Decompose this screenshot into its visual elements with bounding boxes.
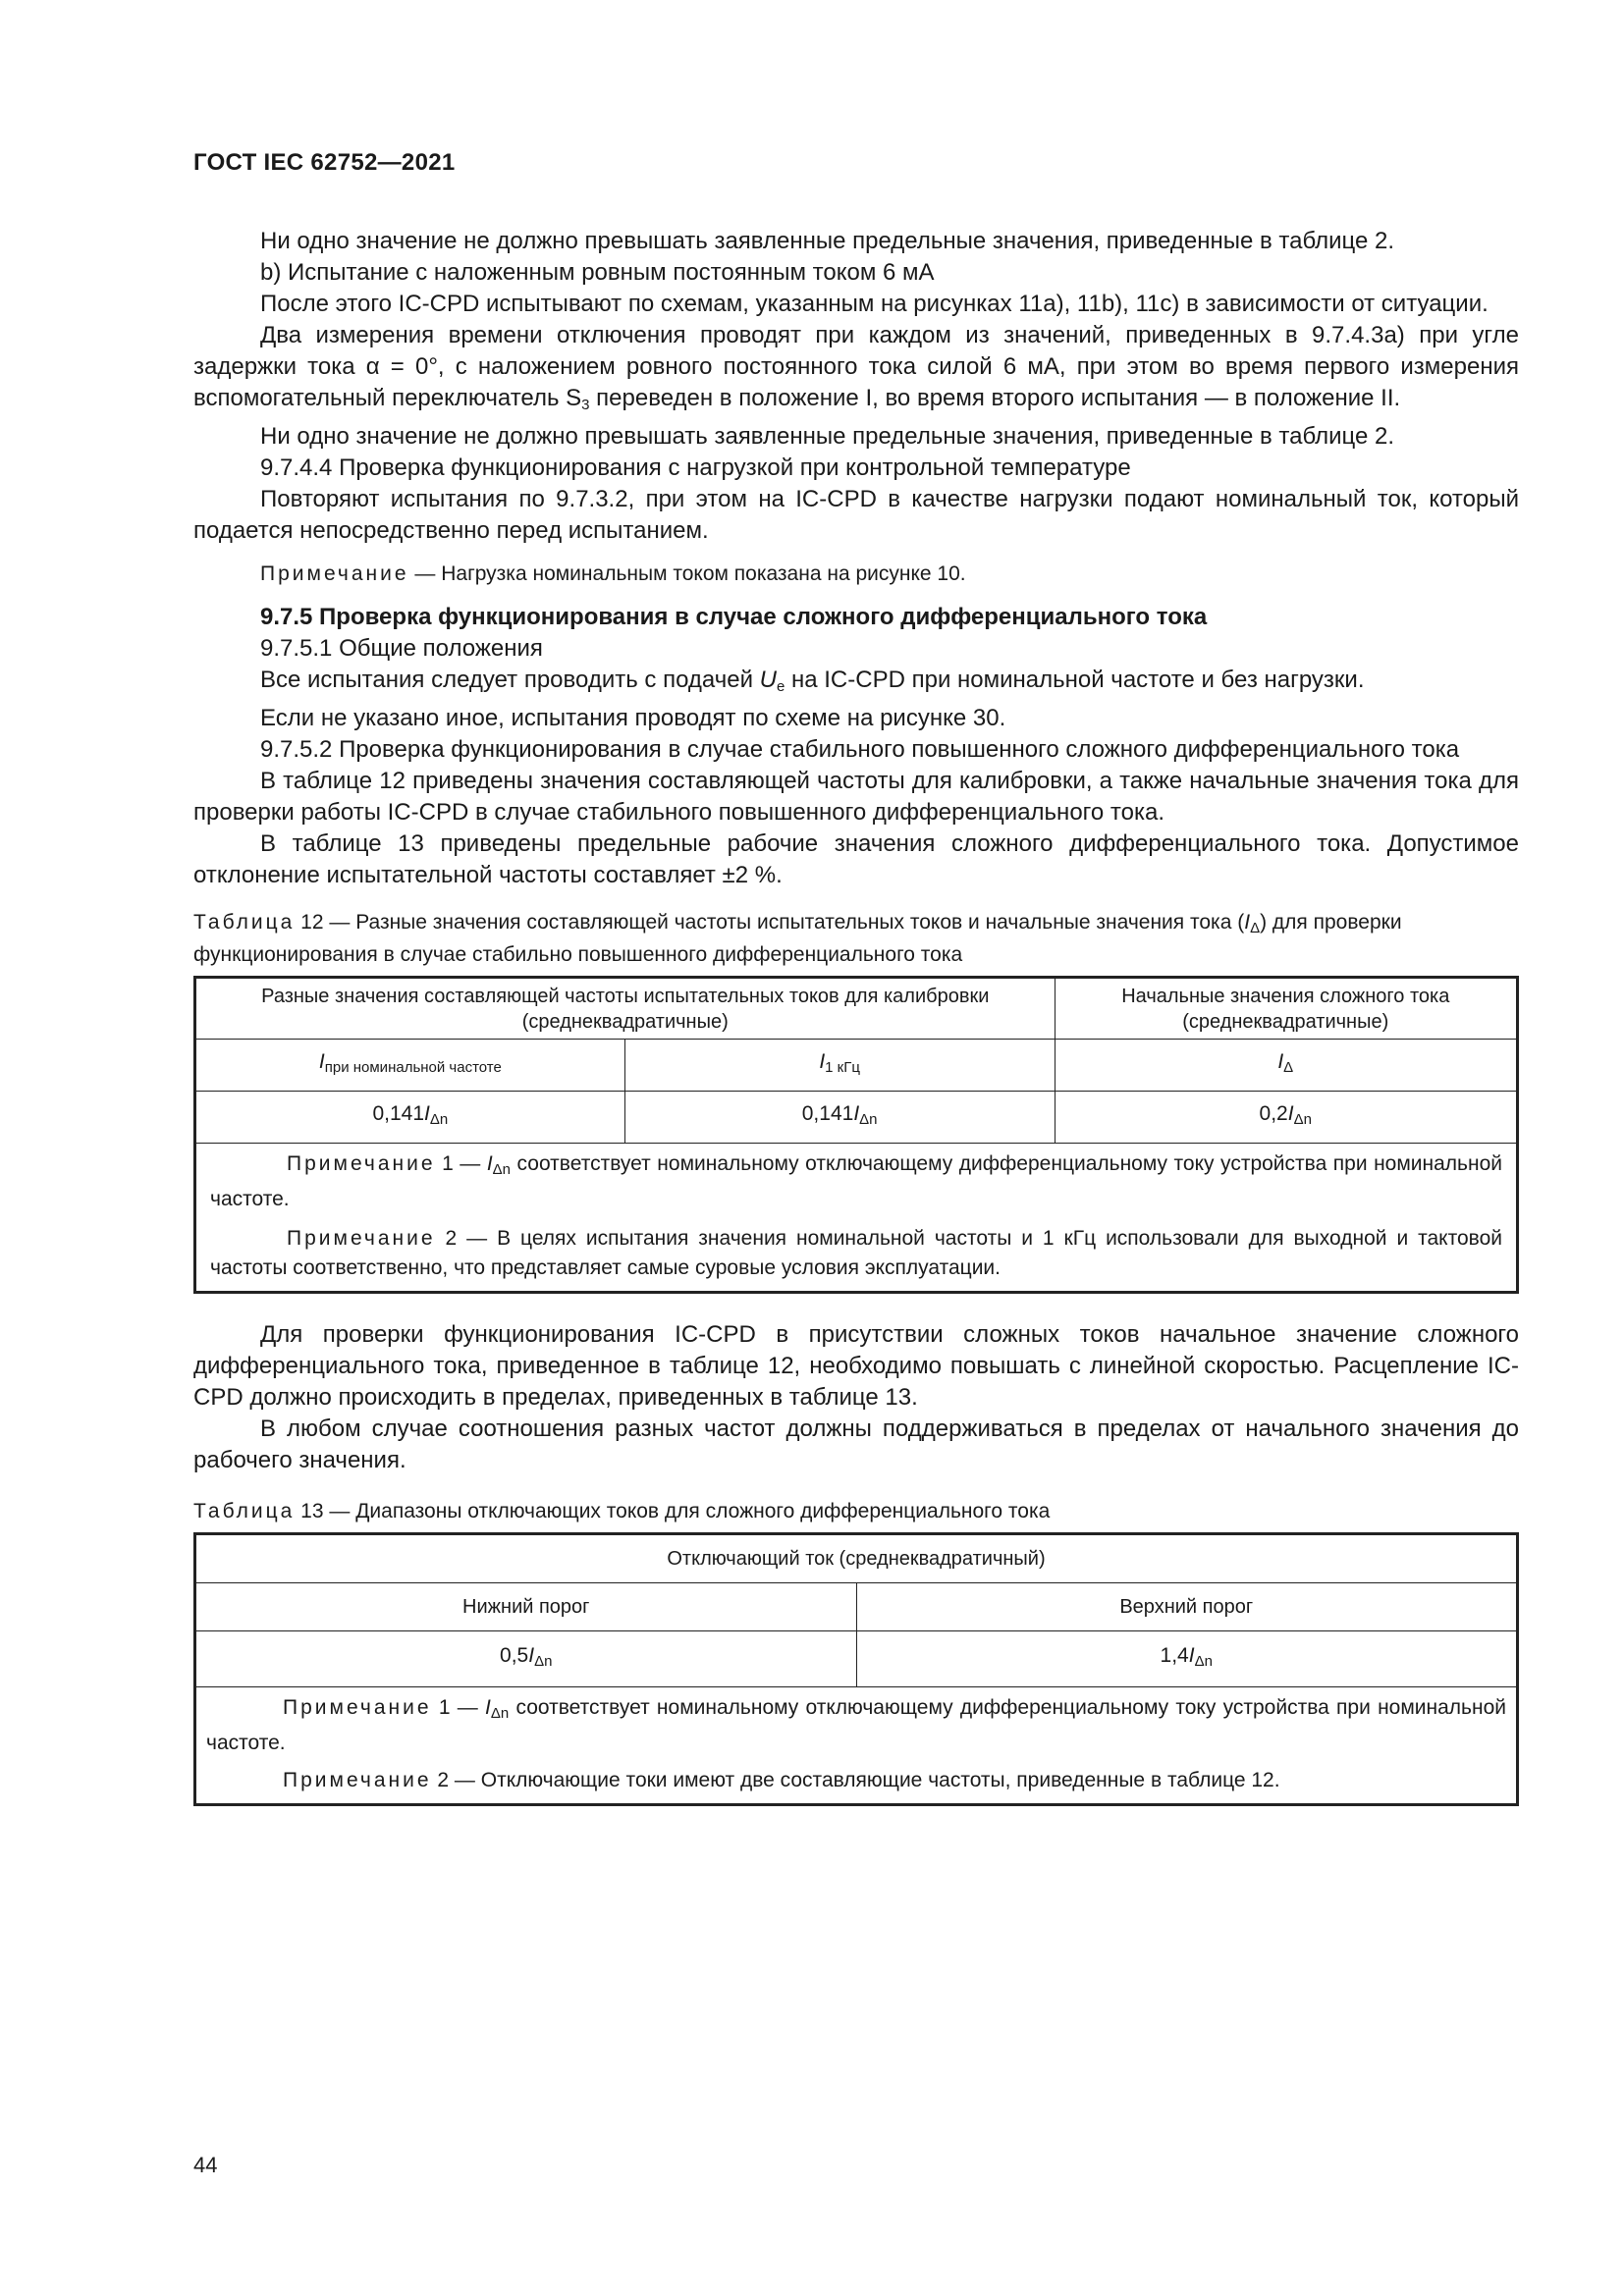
note-text: 2 — В целях испытания значения номинальной частоты и 1 кГц использовали для выходной и тактовой частоты соответственно, что представляет самые суровые условия эксплуатации. <box>210 1227 1502 1279</box>
table-12 <box>193 976 1519 1294</box>
paragraph: 9.7.5.1 Общие положения <box>260 635 543 662</box>
note-text: 2 — Отключающие токи имеют две составляющие частоты, приведенные в таблице 12. <box>431 1769 1280 1791</box>
note-text: соответствует номинальному отключающему дифференциальному току устройства при номинальной частоте. <box>210 1152 1502 1210</box>
note-label: Примечание <box>260 562 409 585</box>
symbol: I <box>528 1644 535 1667</box>
text: переведен в положение I, во время второго испытания — в положение II. <box>589 385 1401 411</box>
paragraph: В таблице 12 приведены значения составляющей частоты для калибровки, а также начальные значения тока для проверки работы IC-CPD в случае стабильного повышенного дифференциального тока. <box>193 768 1519 826</box>
value: 0,5 <box>500 1644 529 1667</box>
table-caption <box>193 1498 1519 1524</box>
table-row <box>195 1631 1518 1687</box>
value: 0,141 <box>372 1102 425 1125</box>
table-row <box>195 1092 1518 1144</box>
table-note <box>210 1149 1502 1214</box>
table-cell <box>624 1040 1055 1092</box>
subscript: Δ <box>1283 1059 1294 1076</box>
table-notes-cell <box>195 1687 1518 1805</box>
paragraph: Для проверки функционирования IC-CPD в присутствии сложных токов начальное значение сложного дифференциального тока, приведенное в таблице 12, необходимо повышать с линейной скоростью. Расцепление IC-CPD должно происходить в пределах, приведенных в таблице 13. <box>193 1321 1519 1411</box>
page-number: 44 <box>193 2153 218 2177</box>
table-cell <box>1055 1040 1517 1092</box>
caption-text: 12 — Разные значения составляющей частоты испытательных токов и начальные значения тока ( <box>295 911 1245 934</box>
caption-text: ) для проверки функционирования в случае стабильно повышенного дифференциального тока <box>193 911 1402 966</box>
note <box>193 560 1519 589</box>
table-cell <box>195 1631 857 1687</box>
note-label: Примечание <box>283 1769 432 1791</box>
table-subheader-row <box>195 1583 1518 1631</box>
table-cell <box>195 1092 625 1144</box>
paragraph: b) Испытание с наложенным ровным постоянным током 6 мА <box>260 259 935 286</box>
subscript: Δn <box>1293 1111 1312 1128</box>
symbol: I <box>485 1696 491 1719</box>
symbol: I <box>318 1050 325 1073</box>
paragraph <box>193 320 1519 421</box>
table-subheader-row <box>195 1040 1518 1092</box>
caption-label: Таблица <box>193 911 296 934</box>
paragraph: 9.7.5.2 Проверка функционирования в случае стабильного повышенного сложного дифференциального тока <box>260 736 1460 763</box>
text: Два измерения времени отключения проводят при каждом из значений, приведенных в 9.7.4.3а) при угле задержки тока α = 0°, с наложением ровного постоянного тока силой 6 мА, при этом во время первого измерения вспомогательный переключатель S <box>193 322 1519 411</box>
value: 1,4 <box>1160 1644 1189 1667</box>
symbol: I <box>853 1102 860 1125</box>
table-cell: Верхний порог <box>856 1583 1518 1631</box>
symbol: I <box>1244 911 1251 934</box>
subscript: Δn <box>429 1111 449 1128</box>
note-label: Примечание <box>287 1152 436 1175</box>
symbol: U <box>759 667 777 693</box>
table-note <box>206 1766 1506 1795</box>
value: 0,2 <box>1259 1102 1288 1125</box>
note-text: 1 — <box>435 1152 487 1175</box>
subscript: e <box>776 678 785 695</box>
subscript: 1 кГц <box>825 1059 860 1076</box>
symbol: I <box>1277 1050 1284 1073</box>
note-text: — Нагрузка номинальным током показана на рисунке 10. <box>408 562 966 585</box>
paragraph: Ни одно значение не должно превышать заявленные предельные значения, приведенные в таблице 2. <box>260 423 1395 450</box>
table-cell <box>856 1631 1518 1687</box>
paragraph: После этого IC-CPD испытывают по схемам, указанным на рисунках 11a), 11b), 11c) в зависимости от ситуации. <box>260 291 1489 317</box>
caption-label: Таблица <box>193 1500 296 1522</box>
subscript: Δn <box>490 1705 510 1722</box>
paragraph: Повторяют испытания по 9.7.3.2, при этом на IC-CPD в качестве нагрузки подают номинальный ток, который подается непосредственно перед испытанием. <box>193 486 1519 544</box>
paragraph: В таблице 13 приведены предельные рабочие значения сложного дифференциального тока. Допустимое отклонение испытательной частоты составляет ±2 %. <box>193 830 1519 888</box>
paragraph <box>193 665 1519 703</box>
symbol: I <box>1287 1102 1294 1125</box>
text: Все испытания следует проводить с подачей <box>260 667 760 693</box>
paragraph: 9.7.4.4 Проверка функционирования с нагрузкой при контрольной температуре <box>260 454 1131 481</box>
subscript: при номинальной частоте <box>324 1059 502 1076</box>
table-notes-cell <box>195 1144 1518 1293</box>
symbol: I <box>1188 1644 1195 1667</box>
text: на IC-CPD при номинальной частоте и без нагрузки. <box>785 667 1365 693</box>
note-text: 1 — <box>431 1696 485 1719</box>
table-13 <box>193 1532 1519 1806</box>
table-header-cell: Разные значения составляющей частоты испытательных токов для калибровки (среднеквадратичные) <box>195 978 1056 1040</box>
subscript: Δ <box>1250 920 1261 936</box>
table-header-row <box>195 978 1518 1040</box>
table-cell <box>624 1092 1055 1144</box>
body-text <box>193 226 1519 1806</box>
symbol: I <box>486 1152 493 1175</box>
symbol: I <box>424 1102 430 1125</box>
symbol: I <box>819 1050 826 1073</box>
subscript: Δn <box>1194 1653 1213 1670</box>
paragraph: Ни одно значение не должно превышать заявленные предельные значения, приведенные в таблице 2. <box>260 228 1395 254</box>
paragraph: В любом случае соотношения разных частот должны поддерживаться в пределах от начального значения до рабочего значения. <box>193 1415 1519 1473</box>
caption-text: 13 — Диапазоны отключающих токов для сложного дифференциального тока <box>295 1500 1051 1522</box>
table-note <box>210 1224 1502 1283</box>
subscript: 3 <box>581 397 590 413</box>
table-cell <box>195 1040 625 1092</box>
paragraph: Если не указано иное, испытания проводят по схеме на рисунке 30. <box>260 705 1006 731</box>
table-header-cell: Начальные значения сложного тока (среднеквадратичные) <box>1055 978 1517 1040</box>
table-header-cell: Отключающий ток (среднеквадратичный) <box>195 1534 1518 1583</box>
subscript: Δn <box>859 1111 878 1128</box>
document-header: ГОСТ IEC 62752—2021 <box>193 149 456 176</box>
table-header-row <box>195 1534 1518 1583</box>
section-heading: 9.7.5 Проверка функционирования в случае сложного дифференциального тока <box>260 604 1208 630</box>
note-label: Примечание <box>287 1227 436 1250</box>
table-cell: Нижний порог <box>195 1583 857 1631</box>
subscript: Δn <box>492 1161 512 1178</box>
table-note <box>206 1693 1506 1758</box>
table-notes-row <box>195 1144 1518 1293</box>
note-label: Примечание <box>283 1696 432 1719</box>
table-caption <box>193 909 1519 968</box>
note-text: соответствует номинальному отключающему дифференциальному току устройства при номинальной частоте. <box>206 1696 1507 1754</box>
table-cell <box>1055 1092 1517 1144</box>
subscript: Δn <box>534 1653 553 1670</box>
value: 0,141 <box>801 1102 854 1125</box>
table-notes-row <box>195 1687 1518 1805</box>
